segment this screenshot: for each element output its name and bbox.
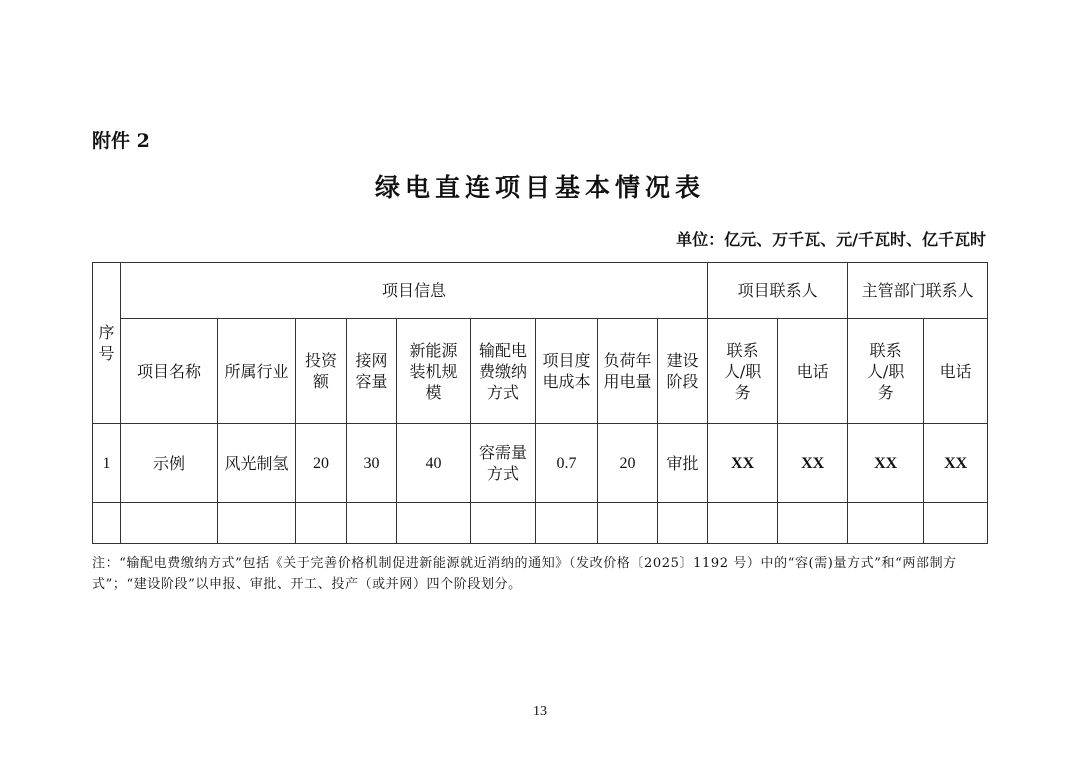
- header-seq-label: 序号: [98, 323, 115, 363]
- header-load-usage-label: 负荷年用电量: [603, 351, 652, 391]
- header-new-energy-scale-label: 新能源装机规模: [409, 340, 458, 402]
- header-stage: [658, 319, 708, 424]
- empty-cell[interactable]: [471, 503, 536, 544]
- cell-stage: 审批: [658, 424, 708, 503]
- empty-cell[interactable]: [708, 503, 778, 544]
- empty-cell[interactable]: [536, 503, 598, 544]
- cell-fee-method-value: 容需量方式: [478, 443, 527, 483]
- header-dept-contact: 主管部门联系人: [848, 263, 988, 319]
- empty-cell[interactable]: [778, 503, 848, 544]
- attachment-label: 附件 2: [92, 130, 150, 152]
- header-dept-phone: 电话: [924, 319, 988, 424]
- table-note: 注：“输配电费缴纳方式”包括《关于完善价格机制促进新能源就近消纳的通知》（发改价格〔2025〕1192 号）中的“容(需)量方式”和“两部制方式”；“建设阶段”以申报、审批、开工、投产（或并网）四个阶段划分。: [92, 556, 957, 592]
- empty-cell[interactable]: [658, 503, 708, 544]
- header-project-contact: 项目联系人: [708, 263, 848, 319]
- cell-phone: XX: [778, 424, 848, 503]
- header-dept-contact-title: [848, 319, 924, 424]
- document-title: 绿电直连项目基本情况表: [374, 173, 705, 202]
- cell-project-name: 示例: [121, 424, 218, 503]
- empty-cell[interactable]: [93, 503, 121, 544]
- cell-fee-method: [471, 424, 536, 503]
- empty-cell[interactable]: [218, 503, 296, 544]
- header-project-name: 项目名称: [121, 319, 218, 424]
- empty-cell[interactable]: [598, 503, 658, 544]
- empty-cell[interactable]: [848, 503, 924, 544]
- header-grid-capacity: [347, 319, 397, 424]
- cell-cost: 0.7: [536, 424, 598, 503]
- cell-new-energy-scale: 40: [397, 424, 471, 503]
- table-row-empty: [93, 503, 988, 544]
- cell-seq: 1: [93, 424, 121, 503]
- empty-cell[interactable]: [347, 503, 397, 544]
- cell-industry: 风光制氢: [218, 424, 296, 503]
- header-dept-contact-title-label: 联系人/职务: [866, 340, 905, 402]
- cell-dept-phone: XX: [924, 424, 988, 503]
- header-fee-method: [471, 319, 536, 424]
- header-contact-title-label: 联系人/职务: [723, 340, 762, 402]
- header-seq: [93, 263, 121, 424]
- header-contact-title: [708, 319, 778, 424]
- empty-cell[interactable]: [121, 503, 218, 544]
- cell-grid-capacity: 30: [347, 424, 397, 503]
- cell-investment: 20: [296, 424, 347, 503]
- empty-cell[interactable]: [924, 503, 988, 544]
- empty-cell[interactable]: [397, 503, 471, 544]
- header-fee-method-label: 输配电费缴纳方式: [478, 340, 527, 402]
- table-row: [93, 424, 988, 503]
- cell-contact-title: XX: [708, 424, 778, 503]
- header-new-energy-scale: [397, 319, 471, 424]
- empty-cell[interactable]: [296, 503, 347, 544]
- cell-load-usage: 20: [598, 424, 658, 503]
- header-project-info: 项目信息: [121, 263, 708, 319]
- header-industry: 所属行业: [218, 319, 296, 424]
- project-info-table: [92, 262, 988, 544]
- header-investment-label: 投资额: [304, 351, 337, 391]
- header-investment: [296, 319, 347, 424]
- header-load-usage: [598, 319, 658, 424]
- unit-label: 单位：亿元、万千瓦、元/千瓦时、亿千瓦时: [676, 230, 986, 249]
- header-stage-label: 建设阶段: [666, 351, 699, 391]
- header-cost-label: 项目度电成本: [542, 351, 591, 391]
- cell-dept-contact-title: XX: [848, 424, 924, 503]
- page-number: 13: [533, 704, 547, 719]
- header-grid-capacity-label: 接网容量: [355, 351, 388, 391]
- header-phone: 电话: [778, 319, 848, 424]
- header-cost: [536, 319, 598, 424]
